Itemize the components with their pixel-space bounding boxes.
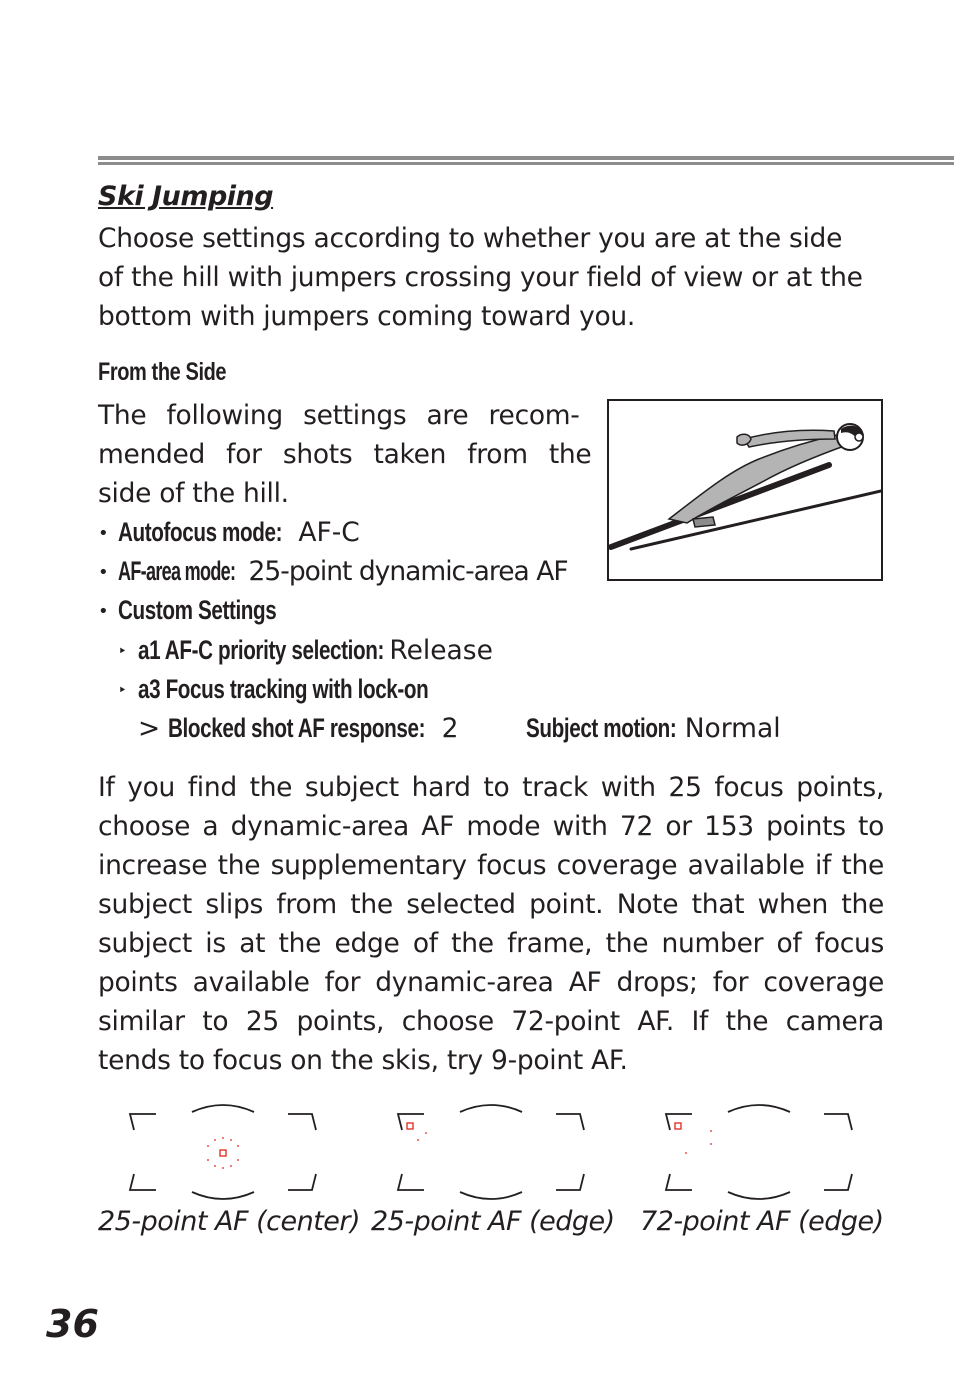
setting-label: Custom Settings bbox=[118, 595, 277, 625]
body-line: If you find the subject hard to track with 25 focus points, bbox=[98, 772, 884, 803]
body-line: tends to focus on the skis, try 9-point AF. bbox=[98, 1045, 628, 1076]
body-line: subject slips from the selected point. Note that when the bbox=[98, 889, 884, 920]
bullet-icon: • bbox=[98, 523, 109, 544]
setting-label: AF-area mode: bbox=[118, 556, 236, 586]
setting-label: a3 Focus tracking with lock-on bbox=[138, 674, 429, 704]
setting-a1 bbox=[118, 631, 493, 671]
intro-line: of the hill with jumpers crossing your field of view or at the bbox=[98, 262, 863, 293]
af-diagram-25-center bbox=[128, 1100, 318, 1208]
setting-label: Autofocus mode: bbox=[118, 517, 283, 547]
side-paragraph bbox=[98, 396, 592, 513]
af-diagram-25-edge bbox=[396, 1100, 586, 1208]
ski-jumper-illustration bbox=[607, 399, 883, 581]
greater-than-icon: > bbox=[138, 713, 161, 744]
body-line: points available for dynamic-area AF drops; for coverage bbox=[98, 967, 884, 998]
caption-25-center: 25-point AF (center) bbox=[98, 1206, 361, 1237]
setting-a3 bbox=[118, 670, 510, 710]
ski-jumper-icon bbox=[609, 401, 881, 579]
top-rule-gap bbox=[98, 160, 954, 162]
setting-label: a1 AF-C priority selection: bbox=[138, 635, 384, 665]
intro-line: Choose settings according to whether you are at the side bbox=[98, 223, 843, 254]
setting-value: AF-C bbox=[298, 517, 360, 548]
viewfinder-frame-icon bbox=[128, 1100, 318, 1204]
setting-label: Subject motion: bbox=[526, 713, 677, 743]
section-title: Ski Jumping bbox=[98, 181, 274, 212]
setting-afarea bbox=[98, 552, 568, 592]
setting-value: Normal bbox=[684, 713, 781, 744]
body-line: similar to 25 points, choose 72-point AF. If the camera bbox=[98, 1006, 884, 1037]
viewfinder-frame-icon bbox=[396, 1100, 586, 1204]
viewfinder-frame-icon bbox=[664, 1100, 854, 1204]
setting-value: Release bbox=[389, 635, 493, 666]
bullet-icon: • bbox=[98, 601, 109, 622]
intro-line: bottom with jumpers coming toward you. bbox=[98, 301, 636, 332]
caption-25-edge: 25-point AF (edge) bbox=[371, 1206, 615, 1237]
bullet-icon: • bbox=[98, 562, 109, 583]
setting-motion bbox=[526, 709, 781, 748]
setting-value: 25-point dynamic-area AF bbox=[248, 556, 568, 587]
body-paragraph bbox=[98, 768, 884, 1080]
subhead-from-side: From the Side bbox=[98, 358, 227, 386]
setting-autofocus bbox=[98, 513, 360, 553]
triangle-bullet-icon: ‣ bbox=[118, 642, 127, 660]
side-line: side of the hill. bbox=[98, 478, 289, 509]
caption-72-edge: 72-point AF (edge) bbox=[640, 1206, 884, 1237]
body-line: choose a dynamic-area AF mode with 72 or 153 points to bbox=[98, 811, 884, 842]
triangle-bullet-icon: ‣ bbox=[118, 681, 127, 699]
side-line: The following settings are recom- bbox=[98, 400, 580, 431]
side-line: mended for shots taken from the bbox=[98, 439, 592, 470]
setting-value: 2 bbox=[441, 713, 459, 744]
body-line: subject is at the edge of the frame, the number of focus bbox=[98, 928, 884, 959]
setting-label: Blocked shot AF response: bbox=[168, 713, 426, 743]
intro-paragraph bbox=[98, 219, 888, 336]
setting-custom bbox=[98, 591, 321, 631]
body-line: increase the supplementary focus coverage available if the bbox=[98, 850, 884, 881]
page-number: 36 bbox=[46, 1302, 99, 1346]
setting-blocked bbox=[138, 709, 458, 748]
af-diagram-72-edge bbox=[664, 1100, 854, 1208]
